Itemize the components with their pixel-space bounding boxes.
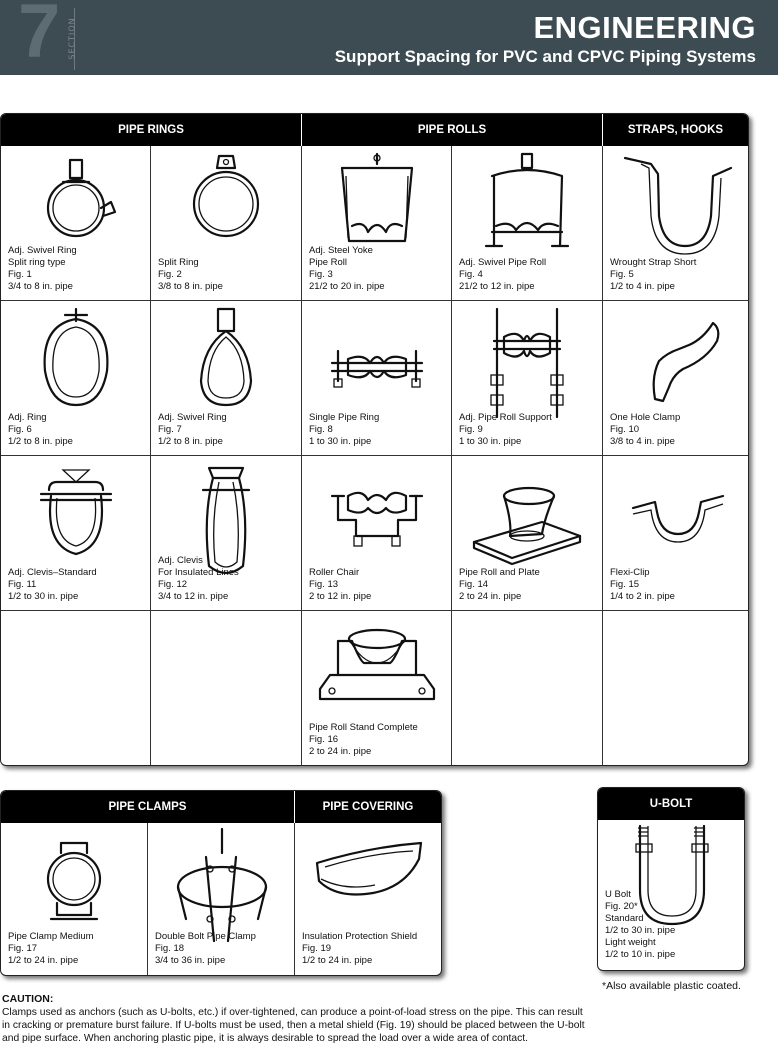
pipe-roll-support-icon	[452, 301, 602, 426]
caption-line: 1/2 to 24 in. pipe	[8, 955, 79, 966]
insulation-shield-icon	[295, 823, 442, 948]
hanger-cell	[302, 146, 451, 300]
hangers-table	[0, 113, 749, 766]
caption-line: 3/8 to 8 in. pipe	[158, 281, 223, 292]
caution-text: Clamps used as anchors (such as U-bolts, etc.) if over-tightened, can produce a point-of-load stress on the pipe. This can result in cracking or premature burst failure. If U-bolts must be used, then a metal shield (Fig. 19) should be placed between the U-bolt and pipe surface. When anchoring plastic pipe, it is always desirable to spread the load over a wide area of contact.	[2, 1007, 585, 1044]
hanger-cell	[151, 146, 301, 300]
caption-line: 2 to 24 in. pipe	[459, 591, 522, 602]
header-pipe-rolls: PIPE ROLLS	[302, 114, 602, 146]
caption-line: Pipe Roll and Plate	[459, 567, 540, 578]
caption-line: 3/4 to 36 in. pipe	[155, 955, 226, 966]
hanger-cell	[1, 146, 150, 300]
caption-line: Adj. Swivel Pipe Roll	[459, 257, 547, 268]
swivel-pipe-roll-icon	[452, 146, 602, 271]
double-bolt-clamp-icon	[148, 823, 298, 948]
item-caption	[158, 555, 239, 603]
header-u-bolt: U-BOLT	[598, 788, 744, 820]
item-caption	[8, 567, 97, 603]
caption-line: 1/2 to 30 in. pipe	[605, 925, 676, 936]
hanger-cell	[1, 301, 150, 455]
caption-line: Fig. 9	[459, 424, 483, 435]
caption-line: Fig. 6	[8, 424, 32, 435]
caption-line: 1 to 30 in. pipe	[309, 436, 372, 447]
item-caption	[309, 245, 385, 293]
caption-line: Fig. 5	[610, 269, 634, 280]
caption-line: Adj. Clevis	[158, 555, 203, 566]
section-header	[0, 0, 778, 75]
item-caption	[8, 412, 73, 448]
caption-line: Adj. Ring	[8, 412, 47, 423]
caption-line: Adj. Pipe Roll Support	[459, 412, 552, 423]
roll-stand-icon	[302, 611, 452, 736]
caption-line: Fig. 13	[309, 579, 339, 590]
caption-line: 1/2 to 8 in. pipe	[158, 436, 223, 447]
clamp-cell	[1, 823, 147, 975]
caption-line: Adj. Swivel Ring	[158, 412, 227, 423]
caption-line: Fig. 1	[8, 269, 32, 280]
one-hole-clamp-icon	[603, 301, 749, 426]
caption-line: 1/4 to 2 in. pipe	[610, 591, 675, 602]
item-caption	[302, 931, 417, 967]
caption-line: 21/2 to 12 in. pipe	[459, 281, 535, 292]
caption-line: 1/2 to 30 in. pipe	[8, 591, 79, 602]
caption-line: Fig. 12	[158, 579, 188, 590]
roll-and-plate-icon	[452, 456, 602, 581]
caption-line: 3/4 to 8 in. pipe	[8, 281, 73, 292]
caption-line: Fig. 3	[309, 269, 333, 280]
item-caption	[8, 931, 94, 967]
hanger-cell	[151, 301, 301, 455]
caption-line: U Bolt	[605, 889, 631, 900]
hanger-cell	[302, 456, 451, 610]
caption-line: Standard	[605, 913, 644, 924]
hanger-cell	[603, 301, 748, 455]
hanger-cell	[603, 146, 748, 300]
caption-line: 2 to 24 in. pipe	[309, 746, 372, 757]
hanger-cell	[302, 301, 451, 455]
clevis-standard-icon	[1, 456, 151, 581]
caption-line: Adj. Clevis–Standard	[8, 567, 97, 578]
caption-line: Fig. 16	[309, 734, 339, 745]
caution-note	[2, 993, 592, 1045]
caption-line: 1/2 to 8 in. pipe	[8, 436, 73, 447]
caption-line: Adj. Steel Yoke	[309, 245, 373, 256]
caption-line: 2 to 12 in. pipe	[309, 591, 372, 602]
caption-line: Pipe Roll Stand Complete	[309, 722, 418, 733]
caption-line: Fig. 2	[158, 269, 182, 280]
caption-line: Fig. 15	[610, 579, 640, 590]
caption-line: Light weight	[605, 937, 656, 948]
caption-line: Roller Chair	[309, 567, 360, 578]
hanger-cell	[1, 456, 150, 610]
header-pipe-rings: PIPE RINGS	[1, 114, 301, 146]
caption-line: Single Pipe Ring	[309, 412, 380, 423]
clamp-cell	[295, 823, 441, 975]
hanger-cell	[302, 611, 451, 765]
hanger-cell	[603, 456, 748, 610]
clamp-cell	[148, 823, 294, 975]
caption-line: Fig. 11	[8, 579, 37, 590]
clamps-table	[0, 790, 442, 976]
section-label: SECTION	[67, 17, 77, 60]
item-caption	[459, 257, 546, 293]
caption-line: Fig. 7	[158, 424, 182, 435]
item-caption	[309, 412, 379, 448]
item-caption	[158, 257, 223, 293]
pipe-clamp-icon	[1, 823, 151, 948]
caption-line: Fig. 17	[8, 943, 38, 954]
page-title: ENGINEERING	[533, 10, 756, 45]
section-number: 7	[18, 0, 61, 74]
caption-line: 1/2 to 24 in. pipe	[302, 955, 373, 966]
caption-line: Fig. 10	[610, 424, 640, 435]
u-bolt-table	[597, 787, 745, 971]
caption-line: Insulation Protection Shield	[302, 931, 418, 942]
item-caption	[155, 931, 256, 967]
item-caption	[309, 567, 371, 603]
caption-line: Adj. Swivel Ring	[8, 245, 77, 256]
caption-line: 1/2 to 10 in. pipe	[605, 949, 676, 960]
item-caption	[610, 567, 675, 603]
item-caption	[459, 567, 540, 603]
page-subtitle: Support Spacing for PVC and CPVC Piping Systems	[334, 47, 756, 66]
roller-chair-icon	[302, 456, 452, 581]
item-caption	[158, 412, 227, 448]
item-caption	[610, 412, 680, 448]
hanger-cell	[151, 456, 301, 610]
caption-line: Split Ring	[158, 257, 199, 268]
caption-line: Split ring type	[8, 257, 66, 268]
single-pipe-ring-icon	[302, 301, 452, 426]
caption-line: Fig. 20*	[605, 901, 638, 912]
caption-line: 1 to 30 in. pipe	[459, 436, 522, 447]
caption-line: 3/4 to 12 in. pipe	[158, 591, 229, 602]
item-caption	[605, 889, 675, 961]
caption-line: Fig. 8	[309, 424, 333, 435]
caption-line: Fig. 18	[155, 943, 185, 954]
caption-line: Fig. 14	[459, 579, 489, 590]
caption-line: 21/2 to 20 in. pipe	[309, 281, 385, 292]
caption-line: 1/2 to 4 in. pipe	[610, 281, 675, 292]
swivel-ring-teardrop-icon	[151, 301, 301, 426]
caution-title: CAUTION:	[2, 993, 54, 1005]
flexi-clip-icon	[603, 456, 749, 581]
header-pipe-covering: PIPE COVERING	[295, 791, 441, 823]
item-caption	[610, 257, 696, 293]
u-bolt-cell	[598, 820, 744, 970]
caption-line: Pipe Clamp Medium	[8, 931, 94, 942]
header-straps-hooks: STRAPS, HOOKS	[603, 114, 748, 146]
adj-ring-icon	[1, 301, 151, 426]
plastic-coated-note: *Also available plastic coated.	[602, 980, 741, 992]
header-pipe-clamps: PIPE CLAMPS	[1, 791, 294, 823]
caption-line: Fig. 19	[302, 943, 332, 954]
caption-line: Wrought Strap Short	[610, 257, 697, 268]
hanger-cell	[452, 456, 602, 610]
hanger-cell	[452, 146, 602, 300]
item-caption	[309, 722, 418, 758]
hanger-cell	[452, 301, 602, 455]
caption-line: 3/8 to 4 in. pipe	[610, 436, 675, 447]
split-ring-icon	[151, 146, 301, 271]
caption-line: Pipe Roll	[309, 257, 348, 268]
caption-line: Double Bolt Pipe Clamp	[155, 931, 256, 942]
caption-line: One Hole Clamp	[610, 412, 681, 423]
caption-line: Flexi-Clip	[610, 567, 650, 578]
item-caption	[8, 245, 77, 293]
caption-line: For Insulated Lines	[158, 567, 239, 578]
wrought-strap-icon	[603, 146, 749, 271]
caption-line: Fig. 4	[459, 269, 483, 280]
item-caption	[459, 412, 552, 448]
